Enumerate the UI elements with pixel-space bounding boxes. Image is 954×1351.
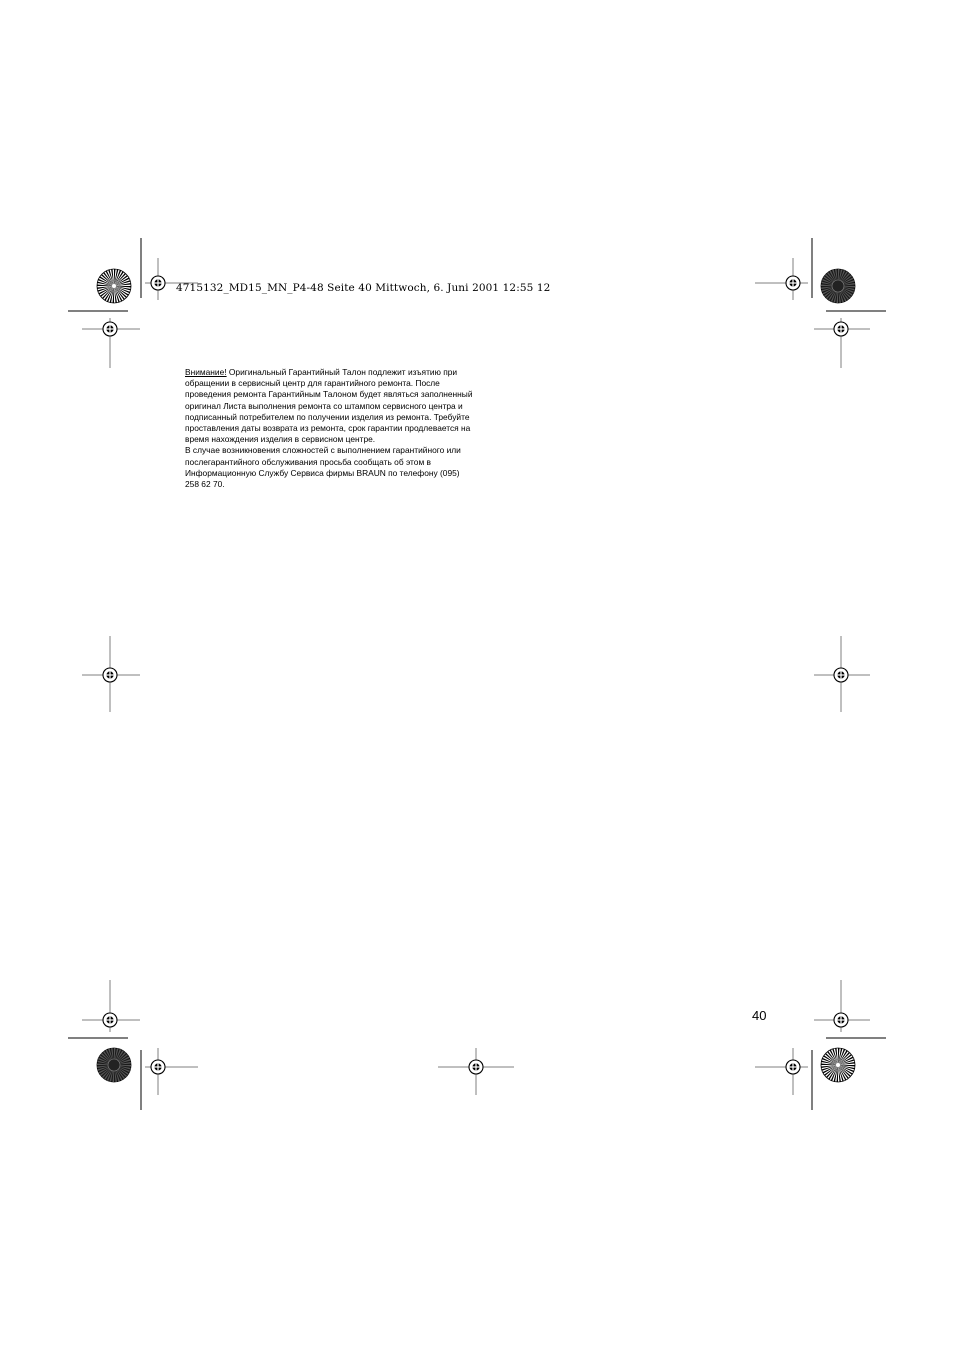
registration-mark-icon — [103, 322, 117, 336]
crop-lines-top-left — [68, 238, 198, 368]
crop-lines-bottom-left — [68, 980, 198, 1110]
color-wheel-icon — [97, 269, 131, 303]
crop-lines-bottom-right — [755, 980, 886, 1110]
warranty-notice — [185, 367, 475, 490]
notice-paragraph-2: В случае возникновения сложностей с выполнением гарантийного или послегарантийного обслуживания просьба сообщать об этом в Информационную Службу Сервиса фирмы BRAUN по телефону (095) 258 62 70. — [185, 445, 461, 490]
registration-mark-icon — [834, 322, 848, 336]
registration-mark-icon — [103, 1013, 117, 1027]
crop-lines-top-right — [755, 238, 886, 368]
registration-mark-icon — [151, 276, 165, 290]
registration-mark-icon — [786, 1060, 800, 1074]
color-wheel-icon — [821, 269, 855, 303]
registration-mark-icon — [469, 1060, 483, 1074]
color-wheel-icon — [97, 1048, 131, 1082]
notice-paragraph-1 — [185, 367, 475, 445]
registration-mark-icon — [834, 1013, 848, 1027]
registration-mark-icon — [151, 1060, 165, 1074]
slug-line: 4715132_MD15_MN_P4-48 Seite 40 Mittwoch, 6. Juni 2001 12:55 12 — [176, 282, 551, 294]
registration-mark-icon — [103, 668, 117, 682]
registration-mark-icon — [786, 276, 800, 290]
crop-lines-middle — [82, 636, 870, 1095]
registration-mark-icon — [834, 668, 848, 682]
color-wheel-icon — [821, 1048, 855, 1082]
notice-text: Оригинальный Гарантийный Талон подлежит изъятию при обращении в сервисный центр для гарантийного ремонта. После проведения ремонта Гарантийным Талоном будет являться заполненный оригинал Листа выполнения ремонта со штампом сервисного центра и подписанный потребителем по получении изделия из ремонта. Требуйте проставления даты возврата из ремонта, срок гарантии продлевается на время нахождения изделия в сервисном центре. — [185, 367, 473, 445]
page-number: 40 — [752, 1008, 767, 1023]
notice-label: Внимание! — [185, 367, 227, 377]
